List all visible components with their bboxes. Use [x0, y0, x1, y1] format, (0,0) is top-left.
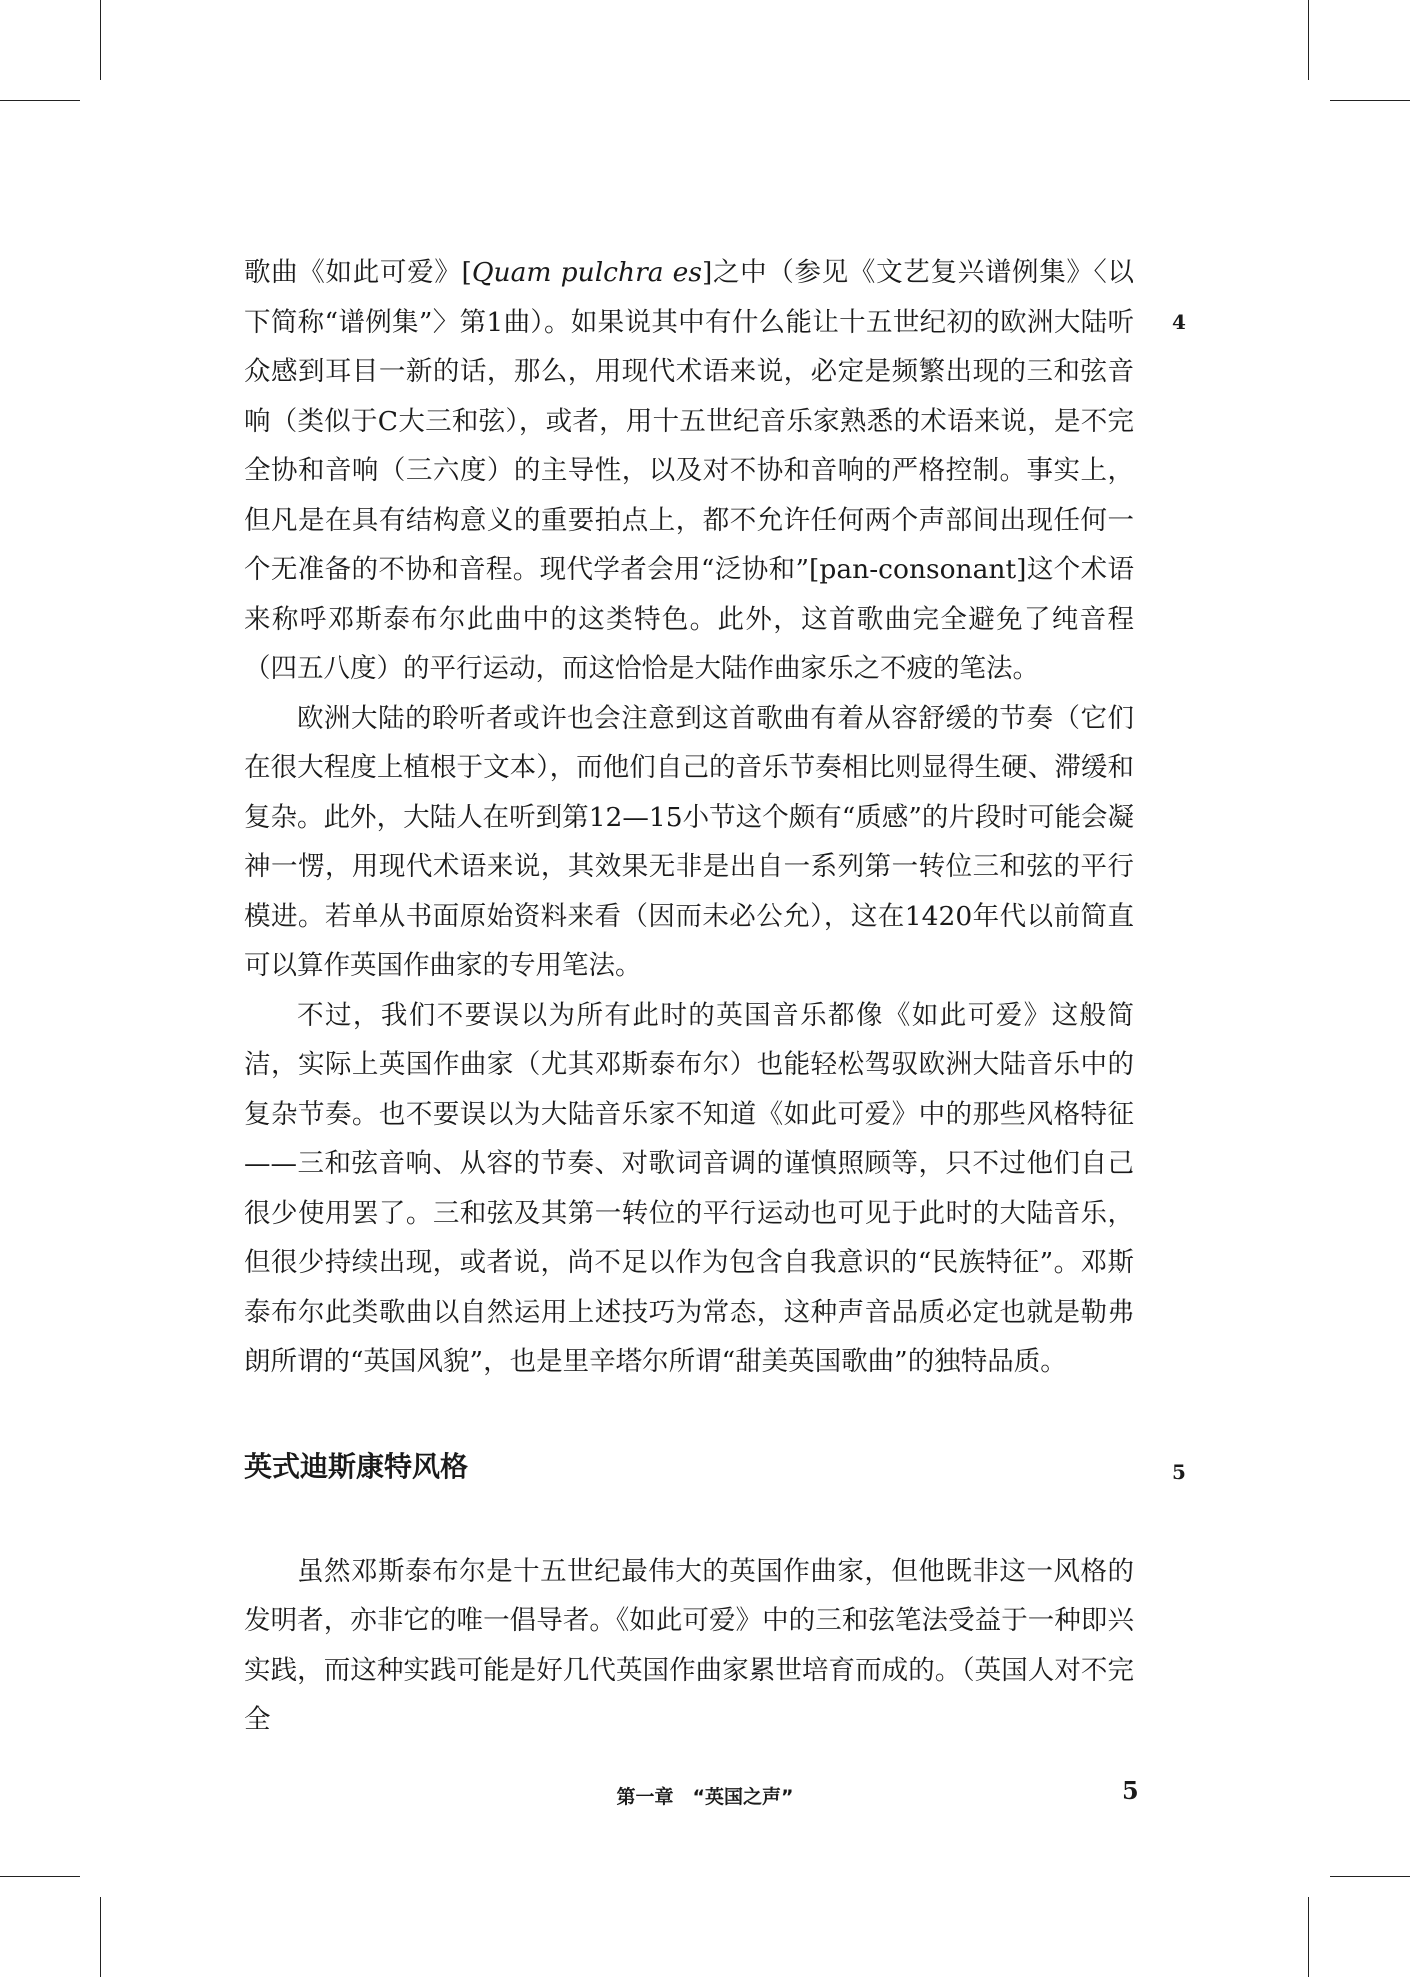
crop-mark-bottom-left-horizontal: [0, 1876, 80, 1877]
crop-mark-bottom-right-horizontal: [1330, 1876, 1410, 1877]
crop-mark-bottom-left-vertical: [100, 1897, 101, 1977]
song-title-latin: Quam pulchra es: [471, 257, 702, 288]
margin-number-5: 5: [1172, 1460, 1186, 1484]
paragraph-1-lead: 歌曲《如此可爱》[: [244, 257, 472, 288]
page-number: 5: [1122, 1776, 1139, 1805]
page-body: [244, 248, 1134, 1745]
paragraph-3: 不过，我们不要误以为所有此时的英国音乐都像《如此可爱》这般简洁，实际上英国作曲家（尤其邓斯泰布尔）也能轻松驾驭欧洲大陆音乐中的复杂节奏。也不要误以为大陆音乐家不知道《如此可爱》中的那些风格特征——三和弦音响、从容的节奏、对歌词音调的谨慎照顾等，只不过他们自己很少使用罢了。三和弦及其第一转位的平行运动也可见于此时的大陆音乐，但很少持续出现，或者说，尚不足以作为包含自我意识的“民族特征”。邓斯泰布尔此类歌曲以自然运用上述技巧为常态，这种声音品质必定也就是勒弗朗所谓的“英国风貌”，也是里辛塔尔所谓“甜美英国歌曲”的独特品质。: [244, 999, 1134, 1377]
crop-mark-top-left-vertical: [100, 0, 101, 80]
running-footer-chapter: 第一章 “英国之声”: [616, 1786, 794, 1808]
section-heading: 英式迪斯康特风格: [244, 1449, 469, 1483]
crop-mark-bottom-right-vertical: [1308, 1897, 1309, 1977]
crop-mark-top-right-vertical: [1308, 0, 1309, 80]
paragraph-4: 虽然邓斯泰布尔是十五世纪最伟大的英国作曲家，但他既非这一风格的发明者，亦非它的唯一倡导者。《如此可爱》中的三和弦笔法受益于一种即兴实践，而这种实践可能是好几代英国作曲家累世培育而成的。（英国人对不完全: [244, 1555, 1134, 1735]
crop-mark-top-left-horizontal: [0, 100, 80, 101]
paragraph-2: 欧洲大陆的聆听者或许也会注意到这首歌曲有着从容舒缓的节奏（它们在很大程度上植根于文本），而他们自己的音乐节奏相比则显得生硬、滞缓和复杂。此外，大陆人在听到第12—15小节这个颇有“质感”的片段时可能会凝神一愣，用现代术语来说，其效果无非是出自一系列第一转位三和弦的平行模进。若单从书面原始资料来看（因而未必公允），这在1420年代以前简直可以算作英国作曲家的专用笔法。: [244, 702, 1134, 981]
paragraph-1: [244, 248, 1134, 694]
margin-number-4: 4: [1172, 310, 1186, 334]
paragraph-1-body: ]之中（参见《文艺复兴谱例集》〈以下简称“谱例集”〉第1曲）。如果说其中有什么能让十五世纪初的欧洲大陆听众感到耳目一新的话，那么，用现代术语来说，必定是频繁出现的三和弦音响（类似于C大三和弦），或者，用十五世纪音乐家熟悉的术语来说，是不完全协和音响（三六度）的主导性，以及对不协和音响的严格控制。事实上，但凡是在具有结构意义的重要拍点上，都不允许任何两个声部间出现任何一个无准备的不协和音程。现代学者会用“泛协和”[pan-consonant]这个术语来称呼邓斯泰布尔此曲中的这类特色。此外，这首歌曲完全避免了纯音程（四五八度）的平行运动，而这恰恰是大陆作曲家乐之不疲的笔法。: [244, 257, 1134, 684]
crop-mark-top-right-horizontal: [1330, 100, 1410, 101]
